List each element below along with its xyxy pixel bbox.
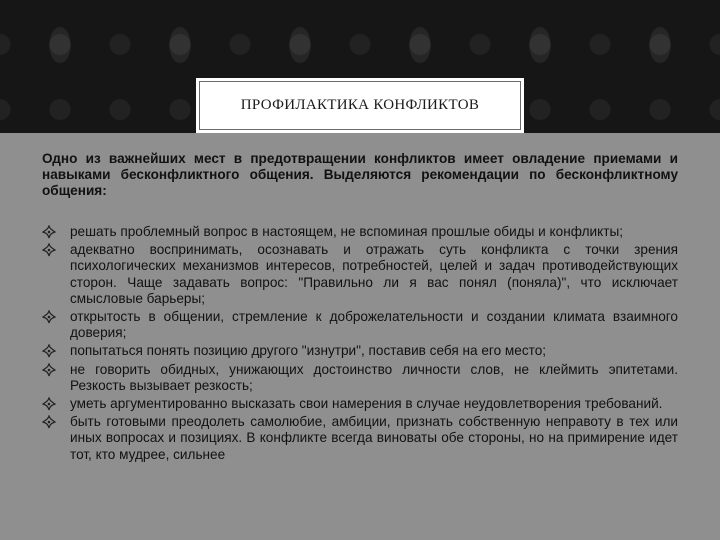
list-item-text: не говорить обидных, унижающих достоинство личности слов, не клеймить эпитетами. Резкость вызывает резкость; <box>70 361 678 393</box>
list-item <box>42 224 678 240</box>
list-item <box>42 309 678 341</box>
fleur-bullet-icon <box>42 363 56 377</box>
fleur-bullet-icon <box>42 225 56 239</box>
list-item <box>42 343 678 359</box>
fleur-bullet-icon <box>42 344 56 358</box>
list-item-text: адекватно воспринимать, осознавать и отражать суть конфликта с точки зрения психологических механизмов интересов, потребностей, целей и задач противодействующих сторон. Чаще задавать вопрос: "Правильно ли я вас понял (поняла)", что исключает смысловые барьеры; <box>70 242 678 306</box>
list-item-text: уметь аргументированно высказать свои намерения в случае неудовлетворения требований. <box>70 396 663 412</box>
list-item-text: быть готовыми преодолеть самолюбие, амбиции, признать собственную неправоту в тех или иных вопросах и позициях. В конфликте всегда виноваты обе стороны, но на примирение идет тот, кто мудрее, сильнее <box>70 414 678 462</box>
fleur-bullet-icon <box>42 415 56 429</box>
list-item-text: открытость в общении, стремление к доброжелательности и создании климата взаимного доверия; <box>70 309 678 341</box>
fleur-bullet-icon <box>42 397 56 411</box>
slide-title: ПРОФИЛАКТИКА КОНФЛИКТОВ <box>240 97 480 113</box>
list-item-text: попытаться понять позицию другого "изнутри", поставив себя на его место; <box>70 343 547 359</box>
list-item-text: решать проблемный вопрос в настоящем, не вспоминая прошлые обиды и конфликты; <box>70 224 623 239</box>
fleur-bullet-icon <box>42 310 56 324</box>
intro-paragraph: Одно из важнейших мест в предотвращении конфликтов имеет овладение приемами и навыками бесконфликтного общения. Выделяются рекомендации по бесконфликтному общения: <box>42 151 678 198</box>
title-box <box>196 78 524 133</box>
fleur-bullet-icon <box>42 243 56 257</box>
list-item <box>42 362 678 394</box>
list-item <box>42 414 678 463</box>
recommendations-list <box>42 224 678 465</box>
list-item <box>42 396 678 412</box>
list-item <box>42 242 678 307</box>
